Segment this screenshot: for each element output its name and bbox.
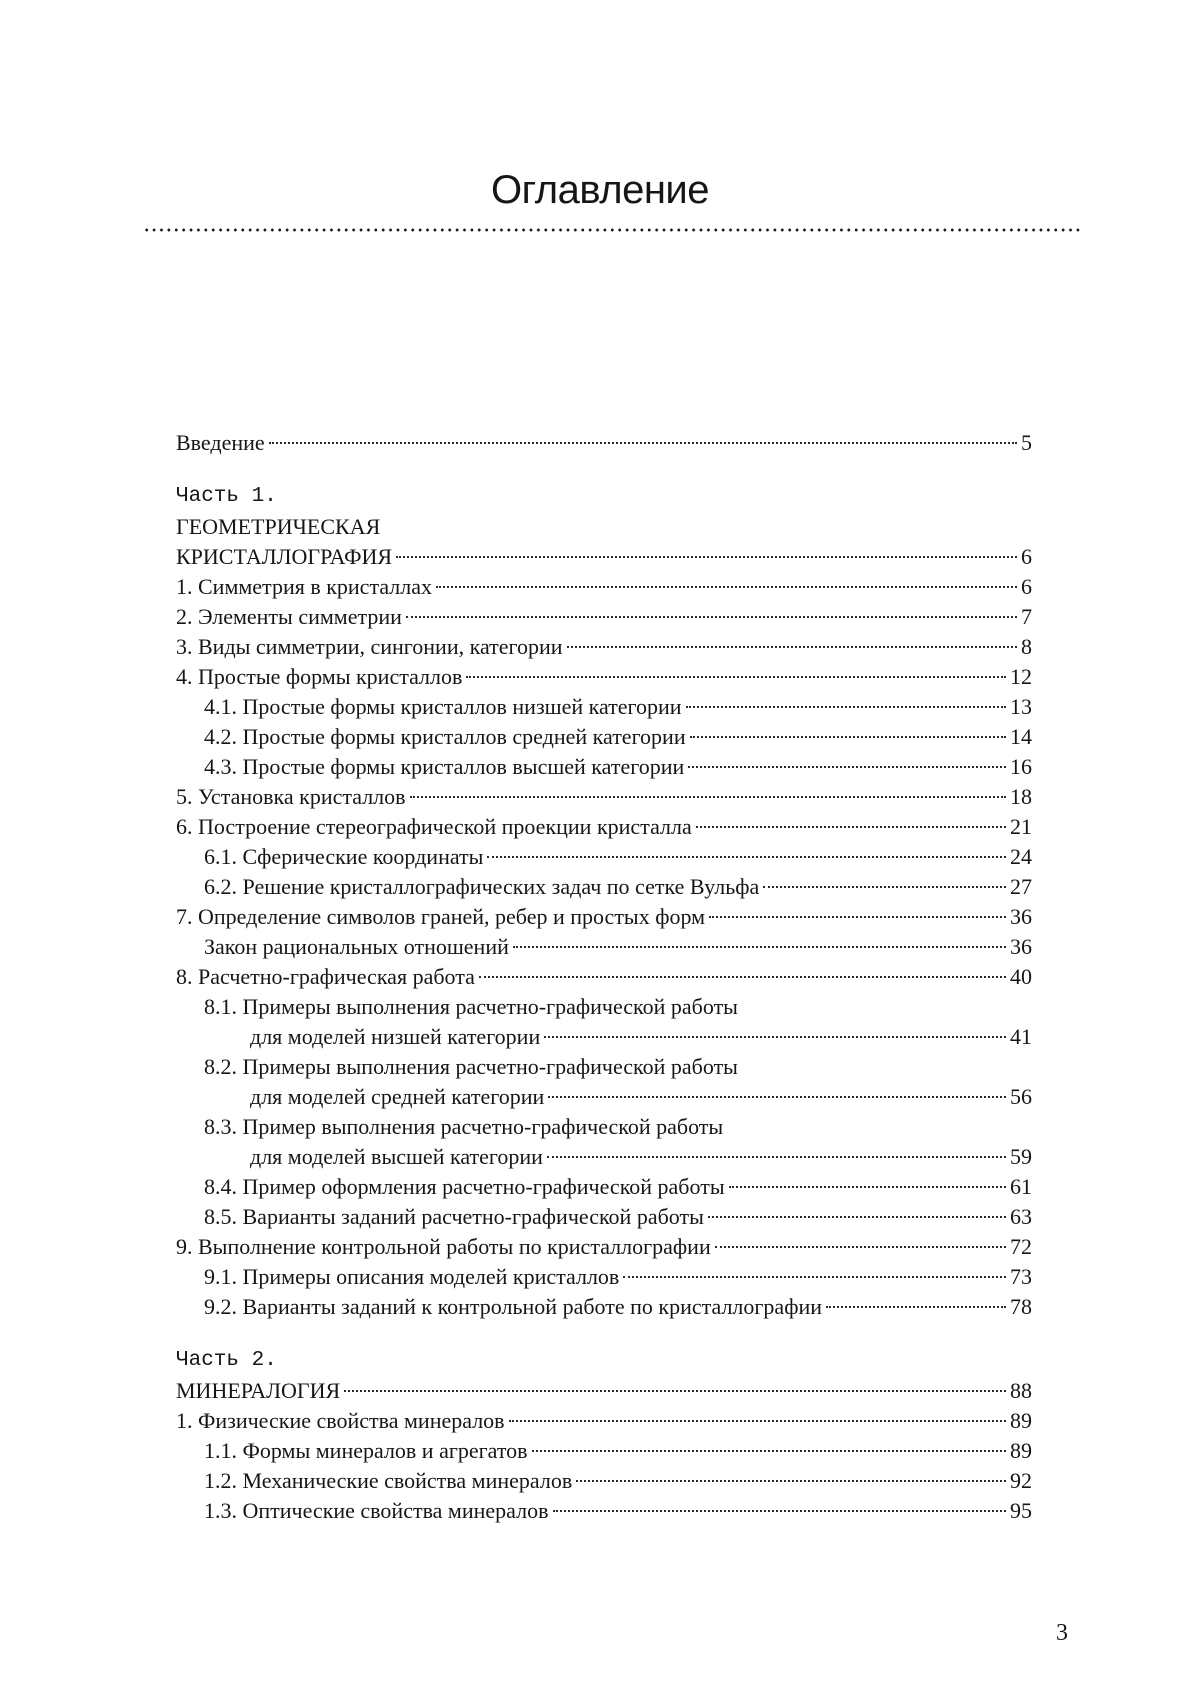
toc-dot-leader xyxy=(696,826,1006,828)
toc-page-number: 95 xyxy=(1010,1498,1032,1523)
toc-entry[interactable] xyxy=(176,1376,1032,1406)
toc-entry-title: 6.1. Сферические координаты xyxy=(204,844,484,869)
table-of-contents xyxy=(176,428,1032,1526)
toc-page-number: 89 xyxy=(1010,1438,1032,1463)
toc-entry-title: Часть 2. xyxy=(176,1349,277,1372)
toc-page-number: 21 xyxy=(1010,814,1032,839)
toc-page-number: 7 xyxy=(1021,604,1032,629)
toc-gap xyxy=(176,458,1032,482)
toc-page-number: 36 xyxy=(1010,904,1032,929)
toc-dot-leader xyxy=(344,1390,1006,1392)
toc-dot-leader xyxy=(688,766,1006,768)
toc-entry[interactable] xyxy=(176,542,1032,572)
toc-entry-title: 1. Физические свойства минералов xyxy=(176,1408,505,1433)
toc-page-number: 56 xyxy=(1010,1084,1032,1109)
toc-page-number: 40 xyxy=(1010,964,1032,989)
toc-page-number: 92 xyxy=(1010,1468,1032,1493)
toc-entry-title: 8.2. Примеры выполнения расчетно-графической работы xyxy=(204,1054,738,1079)
toc-entry[interactable] xyxy=(176,1172,1032,1202)
toc-entry[interactable] xyxy=(176,812,1032,842)
toc-page-number: 89 xyxy=(1010,1408,1032,1433)
toc-dot-leader xyxy=(406,616,1017,618)
toc-entry-title: 1.1. Формы минералов и агрегатов xyxy=(204,1438,528,1463)
toc-dot-leader xyxy=(567,646,1017,648)
toc-entry[interactable] xyxy=(176,872,1032,902)
toc-entry-title: КРИСТАЛЛОГРАФИЯ xyxy=(176,544,393,569)
toc-page-number: 72 xyxy=(1010,1234,1032,1259)
toc-page-number: 78 xyxy=(1010,1294,1032,1319)
toc-page-number: 27 xyxy=(1010,874,1032,899)
toc-entry-title: 3. Виды симметрии, сингонии, категории xyxy=(176,634,563,659)
toc-entry[interactable] xyxy=(176,842,1032,872)
toc-entry xyxy=(176,992,1032,1022)
toc-dot-leader xyxy=(715,1246,1006,1248)
toc-dot-leader xyxy=(436,586,1017,588)
toc-dot-leader xyxy=(686,706,1006,708)
toc-entry-title: 1. Симметрия в кристаллах xyxy=(176,574,433,599)
toc-page-number: 88 xyxy=(1010,1378,1032,1403)
toc-dot-leader xyxy=(479,976,1006,978)
toc-dot-leader xyxy=(487,856,1006,858)
toc-entry[interactable] xyxy=(176,932,1032,962)
toc-entry xyxy=(176,512,1032,542)
toc-entry[interactable] xyxy=(176,1232,1032,1262)
toc-entry-title: 8.1. Примеры выполнения расчетно-графической работы xyxy=(204,994,738,1019)
toc-dot-leader xyxy=(729,1186,1006,1188)
toc-dot-leader xyxy=(553,1510,1007,1512)
toc-page-number: 12 xyxy=(1010,664,1032,689)
toc-entry[interactable] xyxy=(176,782,1032,812)
toc-dot-leader xyxy=(509,1420,1006,1422)
toc-entry[interactable] xyxy=(176,692,1032,722)
toc-entry[interactable] xyxy=(176,722,1032,752)
toc-entry-title: Часть 1. xyxy=(176,485,277,508)
toc-entry-title: для моделей средней категории xyxy=(250,1084,545,1109)
toc-page-number: 24 xyxy=(1010,844,1032,869)
toc-entry-title: 8.5. Варианты заданий расчетно-графической работы xyxy=(204,1204,704,1229)
toc-dot-leader xyxy=(708,1216,1006,1218)
toc-part-heading xyxy=(176,482,1032,512)
toc-entry[interactable] xyxy=(176,902,1032,932)
toc-entry[interactable] xyxy=(176,1496,1032,1526)
toc-dot-leader xyxy=(763,886,1006,888)
toc-page-number: 8 xyxy=(1021,634,1032,659)
toc-entry[interactable] xyxy=(176,1292,1032,1322)
toc-entry[interactable] xyxy=(176,962,1032,992)
toc-dot-leader xyxy=(623,1276,1006,1278)
toc-page-number: 59 xyxy=(1010,1144,1032,1169)
toc-entry-title: ГЕОМЕТРИЧЕСКАЯ xyxy=(176,514,381,539)
toc-page-number: 16 xyxy=(1010,754,1032,779)
toc-entry-title: 8.4. Пример оформления расчетно-графической работы xyxy=(204,1174,725,1199)
toc-page-number: 5 xyxy=(1021,430,1032,455)
toc-page-number: 14 xyxy=(1010,724,1032,749)
toc-dot-leader xyxy=(544,1036,1006,1038)
toc-page-number: 6 xyxy=(1021,574,1032,599)
toc-entry-title: 4.2. Простые формы кристаллов средней категории xyxy=(204,724,686,749)
toc-dot-leader xyxy=(690,736,1006,738)
toc-dot-leader xyxy=(576,1480,1006,1482)
toc-dot-leader xyxy=(709,916,1006,918)
toc-dot-leader xyxy=(269,442,1017,444)
toc-entry xyxy=(176,1112,1032,1142)
title-dotted-rule xyxy=(143,228,1083,232)
toc-entry[interactable] xyxy=(176,1262,1032,1292)
toc-entry-title: 4. Простые формы кристаллов xyxy=(176,664,463,689)
toc-entry-title: 6. Построение стереографической проекции кристалла xyxy=(176,814,692,839)
toc-entry-title: 4.1. Простые формы кристаллов низшей категории xyxy=(204,694,682,719)
toc-entry[interactable] xyxy=(176,602,1032,632)
toc-entry[interactable] xyxy=(176,662,1032,692)
toc-page-number: 13 xyxy=(1010,694,1032,719)
toc-dot-leader xyxy=(548,1096,1006,1098)
toc-page-number: 41 xyxy=(1010,1024,1032,1049)
toc-entry xyxy=(176,1052,1032,1082)
toc-part-heading xyxy=(176,1346,1032,1376)
toc-entry[interactable] xyxy=(176,1466,1032,1496)
toc-dot-leader xyxy=(466,676,1006,678)
toc-entry[interactable] xyxy=(176,1202,1032,1232)
toc-entry-title: Введение xyxy=(176,430,265,455)
toc-entry-title: 2. Элементы симметрии xyxy=(176,604,402,629)
toc-entry[interactable] xyxy=(176,1142,1032,1172)
toc-entry-title: 9.1. Примеры описания моделей кристаллов xyxy=(204,1264,620,1289)
toc-entry[interactable] xyxy=(176,632,1032,662)
toc-entry[interactable] xyxy=(176,1022,1032,1052)
toc-entry-title: 5. Установка кристаллов xyxy=(176,784,406,809)
page-title: Оглавление xyxy=(490,168,709,212)
toc-page-number: 61 xyxy=(1010,1174,1032,1199)
page-number: 3 xyxy=(1056,1620,1068,1646)
toc-entry-title: 7. Определение символов граней, ребер и простых форм xyxy=(176,904,706,929)
toc-entry[interactable] xyxy=(176,752,1032,782)
toc-entry-title: Закон рациональных отношений xyxy=(204,934,509,959)
toc-entry[interactable] xyxy=(176,1436,1032,1466)
toc-entry-title: 8.3. Пример выполнения расчетно-графической работы xyxy=(204,1114,724,1139)
toc-entry-title: для моделей высшей категории xyxy=(250,1144,543,1169)
toc-dot-leader xyxy=(532,1450,1006,1452)
toc-dot-leader xyxy=(826,1306,1006,1308)
toc-dot-leader xyxy=(410,796,1006,798)
toc-entry-title: для моделей низшей категории xyxy=(250,1024,541,1049)
toc-dot-leader xyxy=(547,1156,1006,1158)
toc-page-number: 18 xyxy=(1010,784,1032,809)
toc-entry-title: МИНЕРАЛОГИЯ xyxy=(176,1378,341,1403)
toc-entry-title: 4.3. Простые формы кристаллов высшей категории xyxy=(204,754,685,779)
toc-entry[interactable] xyxy=(176,572,1032,602)
toc-entry[interactable] xyxy=(176,1406,1032,1436)
toc-entry-title: 8. Расчетно-графическая работа xyxy=(176,964,475,989)
toc-gap xyxy=(176,1322,1032,1346)
toc-page-number: 6 xyxy=(1021,544,1032,569)
toc-dot-leader xyxy=(396,556,1017,558)
toc-entry[interactable] xyxy=(176,1082,1032,1112)
toc-entry-title: 9.2. Варианты заданий к контрольной работе по кристаллографии xyxy=(204,1294,822,1319)
toc-page-number: 36 xyxy=(1010,934,1032,959)
toc-entry-title: 9. Выполнение контрольной работы по кристаллографии xyxy=(176,1234,711,1259)
toc-page-number: 73 xyxy=(1010,1264,1032,1289)
toc-page-number: 63 xyxy=(1010,1204,1032,1229)
toc-entry[interactable] xyxy=(176,428,1032,458)
toc-entry-title: 6.2. Решение кристаллографических задач по сетке Вульфа xyxy=(204,874,760,899)
toc-entry-title: 1.3. Оптические свойства минералов xyxy=(204,1498,549,1523)
toc-entry-title: 1.2. Механические свойства минералов xyxy=(204,1468,573,1493)
toc-dot-leader xyxy=(513,946,1006,948)
